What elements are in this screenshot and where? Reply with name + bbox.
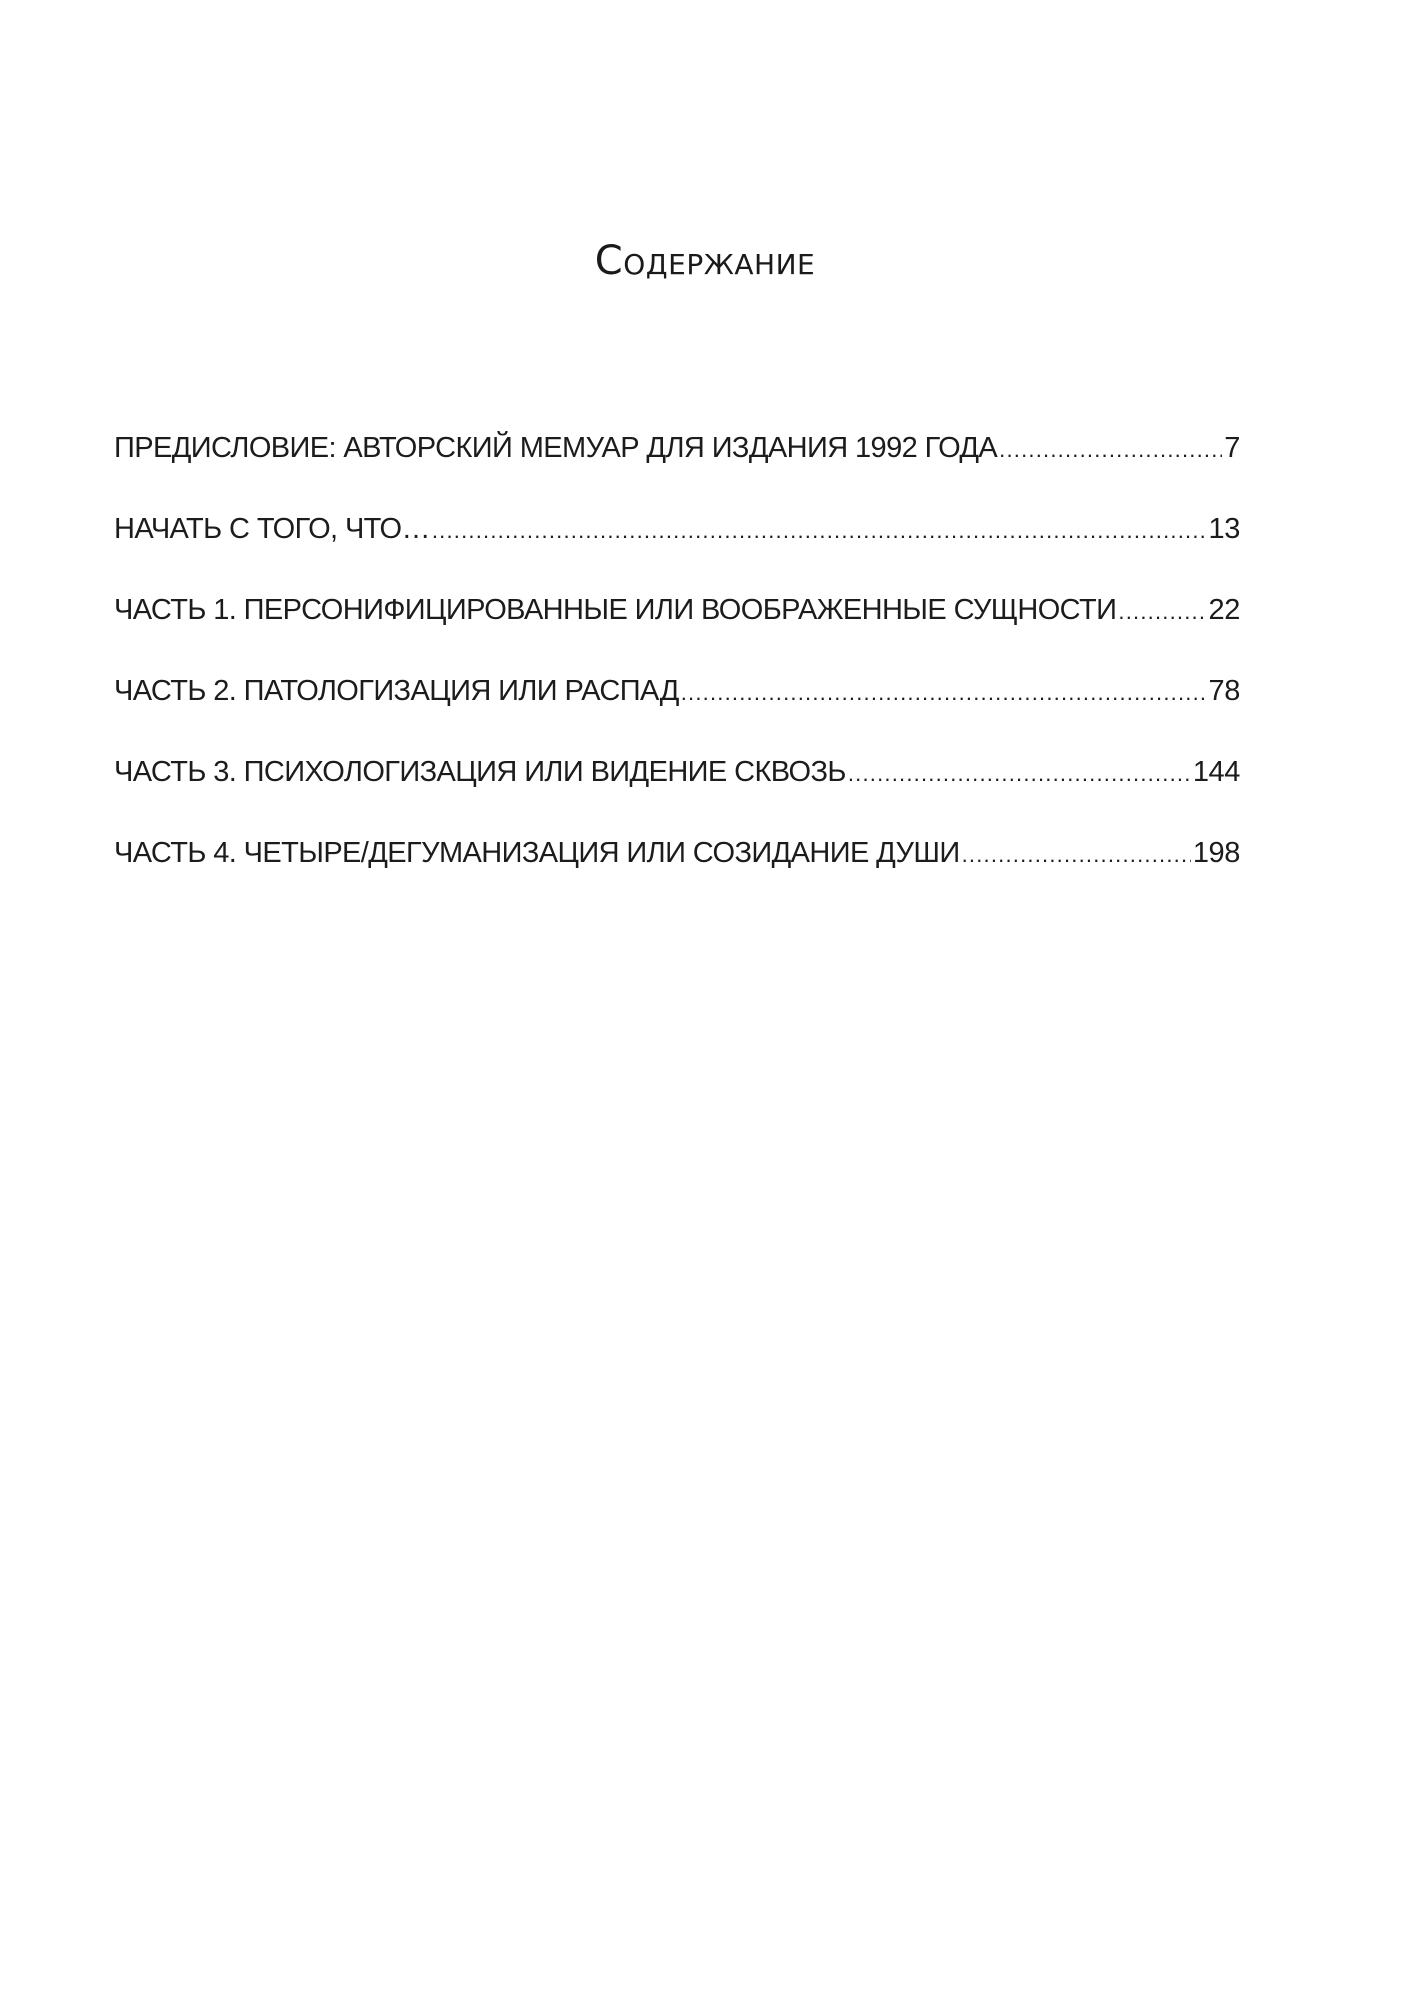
toc-entry-title: ЧАСТЬ 2. ПАТОЛОГИЗАЦИЯ ИЛИ РАСПАД [114, 675, 679, 707]
toc-entry-preface[interactable] [114, 432, 1240, 513]
toc-entry-page-number: 78 [1208, 675, 1240, 707]
toc-entry-part-1[interactable] [114, 594, 1240, 675]
dot-leader [1118, 599, 1206, 625]
toc-entry-page-number: 144 [1192, 756, 1240, 788]
toc-entry-title: ЧАСТЬ 4. ЧЕТЫРЕ/ДЕГУМАНИЗАЦИЯ ИЛИ СОЗИДАНИЕ ДУШИ [114, 837, 960, 869]
toc-entry-page-number: 13 [1208, 513, 1240, 545]
toc-entry-page-number: 7 [1224, 432, 1240, 464]
toc-entry-title: НАЧАТЬ С ТОГО, ЧТО… [114, 513, 430, 545]
toc-entry-page-number: 198 [1192, 837, 1240, 869]
toc-entry-title: ЧАСТЬ 3. ПСИХОЛОГИЗАЦИЯ ИЛИ ВИДЕНИЕ СКВОЗЬ [114, 756, 846, 788]
toc-entry-page-number: 22 [1208, 594, 1240, 626]
toc-entry-introduction[interactable] [114, 513, 1240, 594]
dot-leader [848, 761, 1191, 787]
table-of-contents [114, 432, 1240, 918]
dot-leader [999, 437, 1222, 463]
dot-leader [432, 518, 1207, 544]
dot-leader [962, 842, 1191, 868]
toc-entry-part-2[interactable] [114, 675, 1240, 756]
toc-entry-title: ЧАСТЬ 1. ПЕРСОНИФИЦИРОВАННЫЕ ИЛИ ВООБРАЖЕННЫЕ СУЩНОСТИ [114, 594, 1117, 626]
toc-entry-part-3[interactable] [114, 756, 1240, 837]
dot-leader [681, 680, 1207, 706]
toc-entry-title: ПРЕДИСЛОВИЕ: АВТОРСКИЙ МЕМУАР ДЛЯ ИЗДАНИЯ 1992 ГОДА [114, 432, 998, 464]
page-title: Содержание [594, 238, 816, 284]
toc-entry-part-4[interactable] [114, 837, 1240, 918]
